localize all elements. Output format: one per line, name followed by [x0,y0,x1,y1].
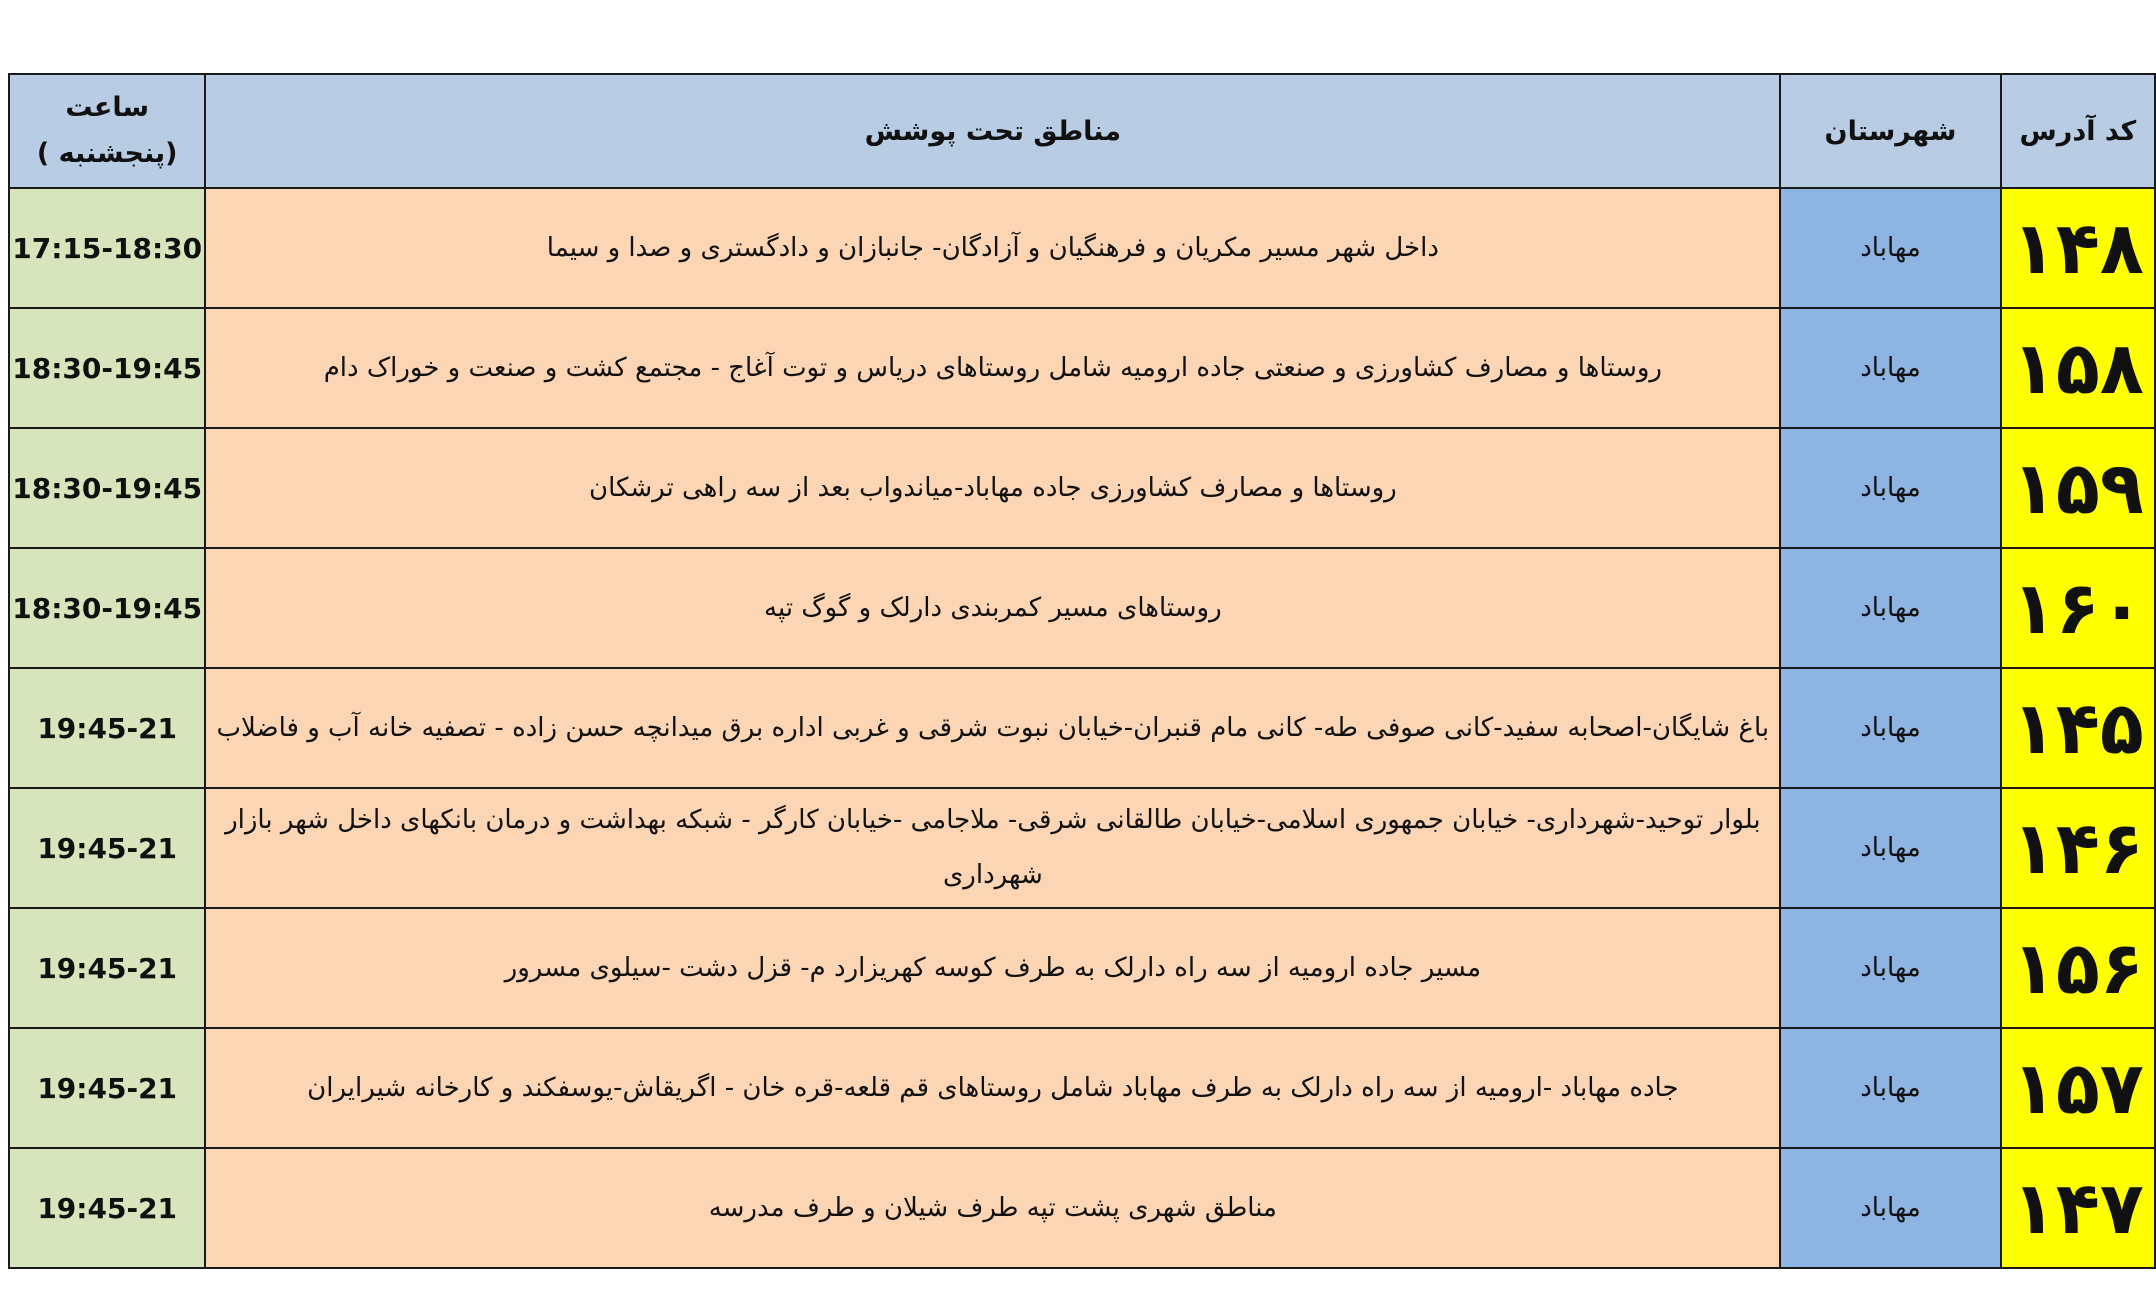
header-code: کد آدرس [2001,74,2155,188]
covered-areas [205,548,1780,668]
table-row [9,188,2155,308]
time-range: 19:45-21 [9,1028,205,1148]
covered-areas [205,188,1780,308]
header-time [9,74,205,188]
covered-areas [205,668,1780,788]
address-code: ۱۵۸ [2001,308,2155,428]
time-range: 18:30-19:45 [9,428,205,548]
city-name: مهاباد [1780,548,2000,668]
table-row [9,548,2155,668]
address-code: ۱۵۶ [2001,908,2155,1028]
covered-areas-text: مناطق شهری پشت تپه طرف شیلان و طرف مدرسه [708,1192,1277,1223]
covered-areas [205,908,1780,1028]
time-range: 18:30-19:45 [9,308,205,428]
table-row [9,788,2155,908]
city-name: مهاباد [1780,1028,2000,1148]
address-code: ۱۵۹ [2001,428,2155,548]
outage-schedule-table [8,73,2156,1269]
header-time-day: (پنجشنبه ) [36,138,178,169]
time-range: 19:45-21 [9,1148,205,1268]
covered-areas-text: جاده مهاباد -ارومیه از سه راه دارلک به طرف مهاباد شامل روستاهای قم قلعه-قره خان - اگریقاش-یوسفکند و کارخانه شیرایران [307,1072,1679,1103]
time-range: 18:30-19:45 [9,548,205,668]
address-code: ۱۴۵ [2001,668,2155,788]
covered-areas-text: روستاها و مصارف کشاورزی جاده مهاباد-میاندواب بعد از سه راهی ترشکان [588,472,1397,503]
table-row [9,668,2155,788]
table-row [9,1148,2155,1268]
covered-areas-text: داخل شهر مسیر مکریان و فرهنگیان و آزادگان- جانبازان و دادگستری و صدا و سیما [546,232,1439,263]
time-range: 19:45-21 [9,788,205,908]
table-row [9,1028,2155,1148]
table-row [9,308,2155,428]
city-name: مهاباد [1780,788,2000,908]
covered-areas-text: روستاها و مصارف کشاورزی و صنعتی جاده ارومیه شامل روستاهای دریاس و توت آغاج - مجتمع کشت و صنعت و خوراک دام [323,352,1662,383]
address-code: ۱۵۷ [2001,1028,2155,1148]
covered-areas-text: باغ شایگان-اصحابه سفید-کانی صوفی طه- کانی مام قنبران-خیابان نبوت شرقی و غربی اداره برق میدانچه حسن زاده - تصفیه خانه آب و فاضلاب [216,712,1770,743]
covered-areas-text: مسیر جاده ارومیه از سه راه دارلک به طرف کوسه کهریزارد م- قزل دشت -سیلوی مسرور [504,952,1482,983]
city-name: مهاباد [1780,908,2000,1028]
header-time-label: ساعت [65,92,150,123]
covered-areas [205,308,1780,428]
covered-areas-text: بلوار توحید-شهرداری- خیابان جمهوری اسلامی-خیابان طالقانی شرقی- ملاجامی -خیابان کارگر - شبکه بهداشت و درمان بانکهای داخل شهر بازار شهرداری [225,805,1761,890]
time-range: 19:45-21 [9,908,205,1028]
header-city: شهرستان [1780,74,2000,188]
address-code: ۱۴۶ [2001,788,2155,908]
table-row [9,428,2155,548]
time-range: 17:15-18:30 [9,188,205,308]
address-code: ۱۴۸ [2001,188,2155,308]
covered-areas [205,1028,1780,1148]
header-areas: مناطق تحت پوشش [205,74,1780,188]
time-range: 19:45-21 [9,668,205,788]
city-name: مهاباد [1780,308,2000,428]
address-code: ۱۴۷ [2001,1148,2155,1268]
city-name: مهاباد [1780,188,2000,308]
covered-areas [205,428,1780,548]
address-code: ۱۶۰ [2001,548,2155,668]
covered-areas-text: روستاهای مسیر کمربندی دارلک و گوگ تپه [764,592,1222,623]
city-name: مهاباد [1780,1148,2000,1268]
city-name: مهاباد [1780,668,2000,788]
header-row [9,74,2155,188]
table-row [9,908,2155,1028]
city-name: مهاباد [1780,428,2000,548]
covered-areas [205,788,1780,908]
covered-areas [205,1148,1780,1268]
